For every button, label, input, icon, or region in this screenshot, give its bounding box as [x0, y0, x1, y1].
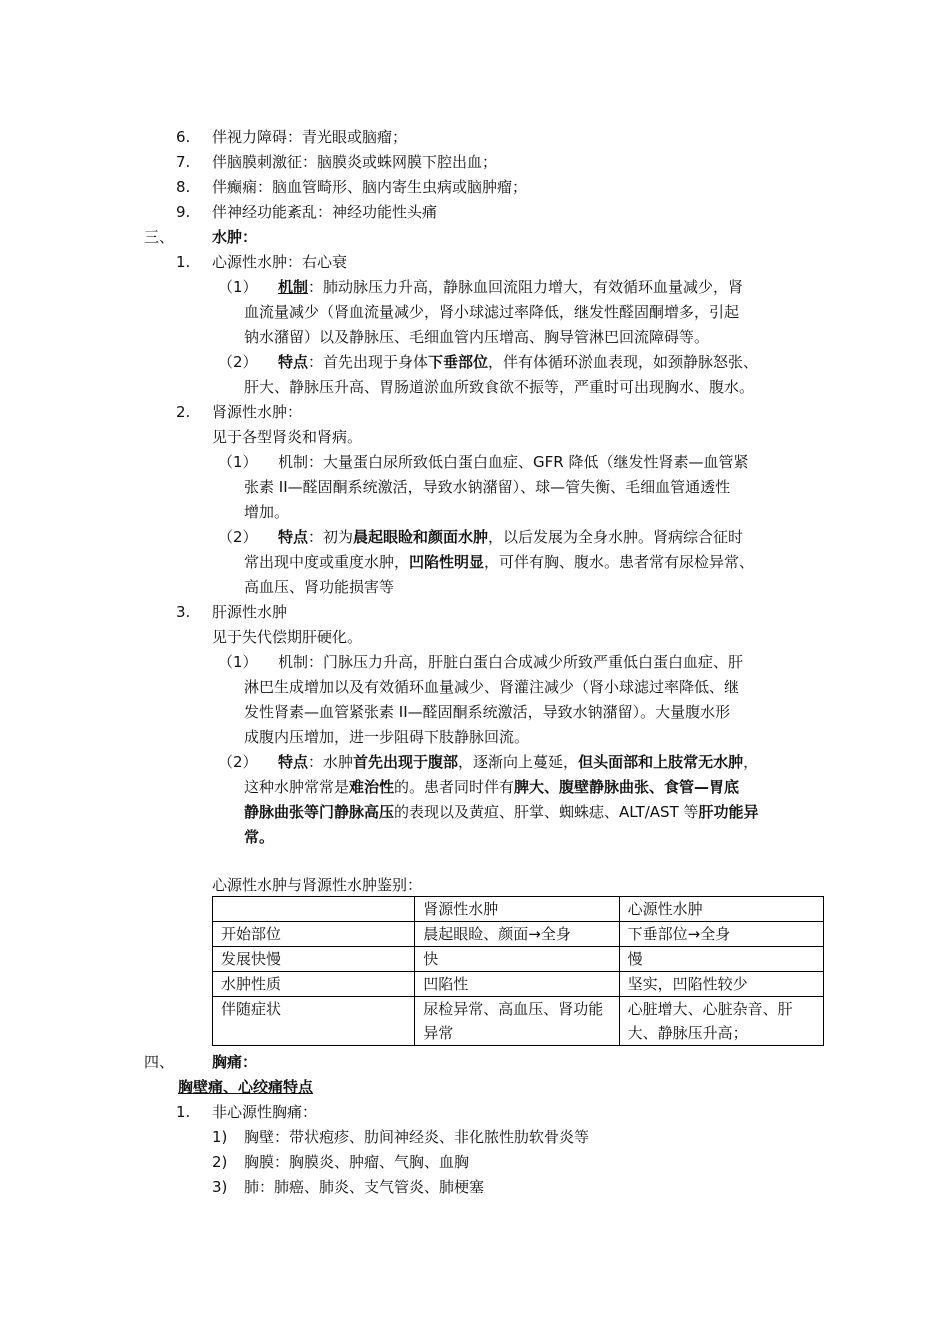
paragraph-line: 见于各型肾炎和肾病。 [212, 428, 363, 446]
list-number: 9. [176, 203, 191, 221]
text: ，伴有体循环淤血表现，如颈静脉怒张、 [488, 353, 759, 371]
emphasis: 肝功能异 [698, 803, 759, 821]
text: ， [743, 753, 759, 771]
item-number: （1） [218, 653, 258, 671]
emphasis: 下垂部位 [428, 353, 489, 371]
list-item: 伴脑膜刺激征：脑膜炎或蛛网膜下腔出血； [212, 153, 498, 171]
table-header-row [213, 897, 824, 922]
emphasis: 难治性 [349, 778, 395, 796]
paragraph-line [278, 750, 758, 774]
table-cell: 尿检异常、高血压、肾功能异常 [415, 997, 619, 1046]
label: 特点 [278, 528, 309, 546]
table-cell: 心脏增大、心脏杂音、肝大、静脉压升高； [619, 997, 823, 1046]
text: ，可伴有胸、腹水。患者常有尿检异常、 [484, 553, 755, 571]
subsection-title: 心源性水肿：右心衰 [212, 253, 348, 271]
paragraph-line [278, 525, 743, 549]
table-caption: 心源性水肿与肾源性水肿鉴别： [212, 876, 423, 894]
paragraph-line: 见于失代偿期肝硬化。 [212, 628, 363, 646]
paragraph-line: 血流量减少（肾血流量减少，肾小球滤过率降低，继发性醛固酮增多，引起 [244, 303, 740, 321]
text: ，以后发展为全身水肿。肾病综合征时 [488, 528, 744, 546]
section-number: 三、 [144, 228, 175, 246]
comparison-table [212, 896, 824, 1046]
list-item: 伴癫痫：脑血管畸形、脑内寄生虫病或脑肿瘤； [212, 178, 528, 196]
text: ，逐渐向上蔓延， [458, 753, 579, 771]
table-cell [213, 897, 415, 922]
item-number: （2） [218, 353, 258, 371]
list-number: 1. [176, 253, 191, 271]
list-item: 伴神经功能紊乱：神经功能性头痛 [212, 203, 438, 221]
emphasis: 脾大、腹壁静脉曲张、食管—胃底 [514, 778, 740, 796]
subsection-title: 非心源性胸痛： [212, 1103, 318, 1121]
table-cell: 晨起眼睑、颜面→全身 [415, 922, 619, 947]
item-number: （2） [218, 528, 258, 546]
subsection-title: 肝源性水肿 [212, 603, 288, 621]
emphasis: 晨起眼睑和颜面水肿 [353, 528, 489, 546]
table-cell: 凹陷性 [415, 972, 619, 997]
paragraph-line: 成腹内压增加，进一步阻碍下肢静脉回流。 [244, 728, 530, 746]
table-row [213, 922, 824, 947]
list-number: 3) [212, 1178, 228, 1196]
table-cell: 坚实，凹陷性较少 [619, 972, 823, 997]
list-number: 6. [176, 128, 191, 146]
paragraph-line [244, 775, 739, 799]
label: 机制 [278, 278, 309, 296]
list-item: 胸膜：胸膜炎、肿瘤、气胸、血胸 [244, 1153, 470, 1171]
subsection-title: 肾源性水肿： [212, 403, 303, 421]
text: 的。患者同时伴有 [394, 778, 515, 796]
paragraph-line: 发性肾素—血管紧张素 II—醛固酮系统激活，导致水钠潴留）。大量腹水形 [244, 703, 731, 721]
section-number: 四、 [144, 1053, 175, 1071]
table-cell: 慢 [619, 947, 823, 972]
paragraph-line: 常。 [244, 828, 275, 846]
emphasis: 首先出现于腹部 [353, 753, 459, 771]
item-number: （1） [218, 453, 258, 471]
label: 特点 [278, 353, 309, 371]
paragraph-line: 钠水潴留）以及静脉压、毛细血管内压增高、胸导管淋巴回流障碍等。 [244, 328, 710, 346]
paragraph-line: 机制：大量蛋白尿所致低白蛋白血症、GFR 降低（继发性肾素—血管紧 [278, 453, 749, 471]
list-item: 伴视力障碍：青光眼或脑瘤； [212, 128, 408, 146]
table-cell: 快 [415, 947, 619, 972]
table-cell: 肾源性水肿 [415, 897, 619, 922]
text: ：初为 [308, 528, 354, 546]
table-row [213, 947, 824, 972]
section-subtitle: 胸壁痛、心绞痛特点 [178, 1078, 314, 1096]
list-number: 3. [176, 603, 191, 621]
list-number: 1) [212, 1128, 228, 1146]
text: 的表现以及黄疸、肝掌、蜘蛛痣、ALT/AST 等 [394, 803, 699, 821]
paragraph-line [278, 350, 758, 374]
emphasis: 静脉曲张等门静脉高压 [244, 803, 395, 821]
list-number: 8. [176, 178, 191, 196]
paragraph-line: 张素 II—醛固酮系统激活，导致水钠潴留）、球—管失衡、毛细血管通透性 [244, 478, 731, 496]
list-item: 肺：肺癌、肺炎、支气管炎、肺梗塞 [244, 1178, 485, 1196]
table-cell: 发展快慢 [213, 947, 415, 972]
section-title: 水肿： [212, 228, 258, 246]
paragraph-line: 肝大、静脉压升高、胃肠道淤血所致食欲不振等，严重时可出现胸水、腹水。 [244, 378, 755, 396]
list-number: 1. [176, 1103, 191, 1121]
table-row [213, 972, 824, 997]
text: ：水肿 [308, 753, 354, 771]
text: 这种水肿常常是 [244, 778, 350, 796]
label: 特点 [278, 753, 309, 771]
section-title: 胸痛： [212, 1053, 258, 1071]
emphasis: 凹陷性明显 [409, 553, 485, 571]
paragraph-line: 高血压、肾功能损害等 [244, 578, 395, 596]
text: 常出现中度或重度水肿， [244, 553, 410, 571]
list-number: 7. [176, 153, 191, 171]
paragraph-line: 淋巴生成增加以及有效循环血量减少、肾灌注减少（肾小球滤过率降低、继 [244, 678, 740, 696]
text: ：肺动脉压力升高，静脉血回流阻力增大，有效循环血量减少，肾 [308, 278, 744, 296]
emphasis: 但头面部和上肢常无水肿 [578, 753, 744, 771]
paragraph-line: 增加。 [244, 503, 290, 521]
paragraph-line [278, 275, 743, 299]
list-item: 胸壁：带状疱疹、肋间神经炎、非化脓性肋软骨炎等 [244, 1128, 590, 1146]
paragraph-line [244, 800, 759, 824]
paragraph-line: 机制：门脉压力升高，肝脏白蛋白合成减少所致严重低白蛋白血症、肝 [278, 653, 744, 671]
table-cell: 水肿性质 [213, 972, 415, 997]
table-cell: 下垂部位→全身 [619, 922, 823, 947]
paragraph-line [244, 550, 754, 574]
table-cell: 开始部位 [213, 922, 415, 947]
item-number: （1） [218, 278, 258, 296]
text: ：首先出现于身体 [308, 353, 429, 371]
table-row [213, 997, 824, 1046]
item-number: （2） [218, 753, 258, 771]
list-number: 2) [212, 1153, 228, 1171]
table-cell: 伴随症状 [213, 997, 415, 1046]
list-number: 2. [176, 403, 191, 421]
table-cell: 心源性水肿 [619, 897, 823, 922]
